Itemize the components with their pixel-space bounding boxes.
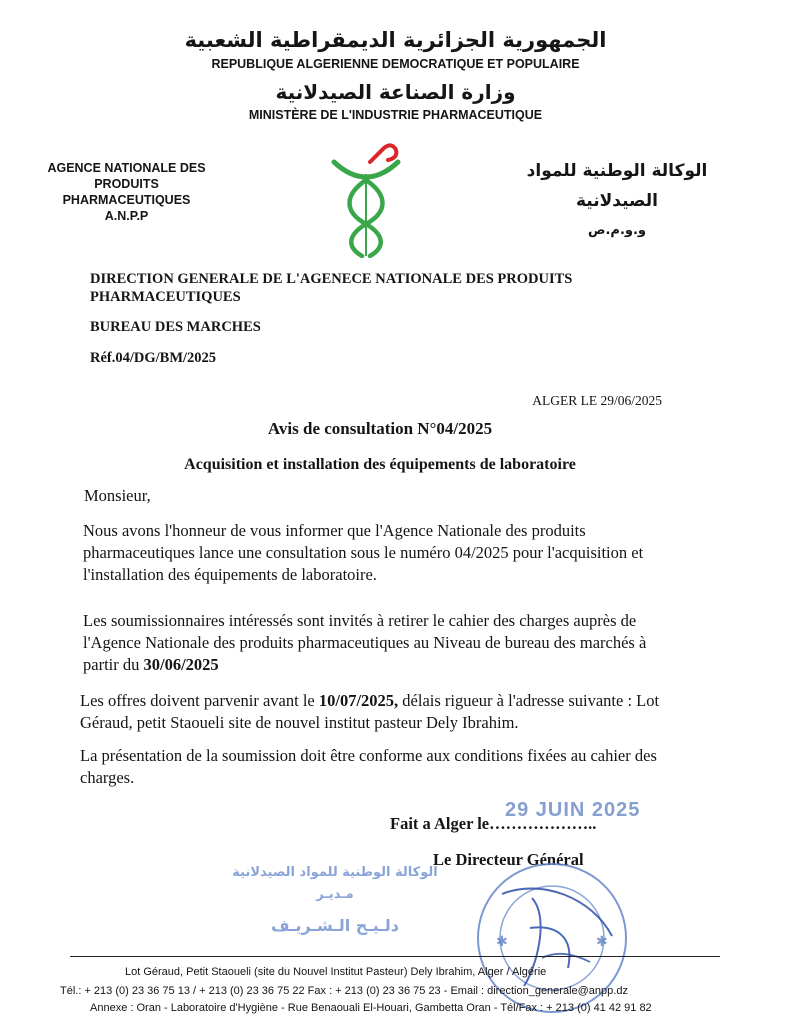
agency-name-arabic-line: الوكالة الوطنية للمواد الصيدلانية <box>526 161 708 211</box>
direction-line1: DIRECTION GENERALE DE L'AGENECE NATIONALE DES PRODUITS <box>90 271 573 287</box>
footer-address: Lot Géraud, Petit Staoueli (site du Nouvel Institut Pasteur) Dely Ibrahim, Alger / Algérie <box>125 966 547 978</box>
ministry-name-arabic: وزارة الصناعة الصيدلانية <box>275 80 516 104</box>
notice-subtitle: Acquisition et installation des équipements de laboratoire <box>184 456 576 473</box>
caduceus-icon <box>326 140 406 258</box>
withdrawal-date: 30/06/2025 <box>143 655 219 674</box>
deadline-text-start: Les offres doivent parvenir avant le <box>80 691 319 710</box>
paragraph-deadline <box>80 690 670 734</box>
letter-date: ALGER LE 29/06/2025 <box>532 393 662 408</box>
date-stamp: 29 JUIN 2025 <box>505 799 641 821</box>
footer-divider <box>70 956 720 957</box>
agency-name-arabic <box>500 156 734 246</box>
stamp-name: دلـيـح الـشـريـف <box>271 916 399 935</box>
svg-text:✱: ✱ <box>496 934 508 950</box>
direction-line2: PHARMACEUTIQUES <box>90 289 241 305</box>
director-stamp <box>220 862 450 946</box>
stamp-role: مـديـر <box>316 887 354 902</box>
bureau-heading: BUREAU DES MARCHES <box>90 319 261 335</box>
stamp-agency: الوكالة الوطنية للمواد الصيدلانية <box>232 865 438 880</box>
agency-acronym: A.N.P.P <box>104 209 149 223</box>
signatory-title: Le Directeur Général <box>433 850 584 869</box>
agency-name-line1: AGENCE NATIONALE DES PRODUITS <box>47 161 206 191</box>
footer-contacts: Tél.: + 213 (0) 23 36 75 13 / + 213 (0) 23 36 75 22 Fax : + 213 (0) 23 36 75 23 - Email : direction_generale@anpp.dz <box>60 985 628 997</box>
country-name-arabic: الجمهورية الجزائرية الديمقراطية الشعبية <box>184 28 607 52</box>
svg-text:✱: ✱ <box>596 934 608 950</box>
deadline-date: 10/07/2025, <box>318 691 399 710</box>
ministry-name-french: MINISTÈRE DE L'INDUSTRIE PHARMACEUTIQUE <box>248 108 543 122</box>
salutation: Monsieur, <box>84 486 151 505</box>
paragraph-conditions: La présentation de la soumission doit être conforme aux conditions fixées au cahier des charges. <box>80 746 657 787</box>
country-name-french: REPUBLIQUE ALGERIENNE DEMOCRATIQUE ET POPULAIRE <box>211 57 580 71</box>
paragraph-withdrawal-text: Les soumissionnaires intéressés sont invités à retirer le cahier des charges auprès de l'Agence Nationale des produits pharmaceutiques au Niveau de bureau des marchés à partir du <box>83 611 647 674</box>
signature-place: Fait a Alger le……………….. <box>390 814 597 833</box>
agency-name-french <box>14 160 239 224</box>
footer-annex: Annexe : Oran - Laboratoire d'Hygiène - Rue Benaouali El-Houari, Gambetta Oran - Tél/Fax : + 213 (0) 41 42 91 82 <box>90 1002 652 1014</box>
agency-acronym-arabic: و.و.م.ص <box>588 223 646 238</box>
direction-heading <box>90 270 650 306</box>
deadline-text-end: délais rigueur à l'adresse suivante : Lot Géraud, petit Staoueli site de nouvel institut pasteur Dely Ibrahim. <box>80 691 660 732</box>
reference-number: Réf.04/DG/BM/2025 <box>90 350 217 366</box>
paragraph-withdrawal <box>83 610 668 676</box>
agency-name-line2: PHARMACEUTIQUES <box>62 193 191 207</box>
paragraph-announcement: Nous avons l'honneur de vous informer que l'Agence Nationale des produits pharmaceutiques lance une consultation sous le numéro 04/2025 pour l'acquisition et l'installation des équipements de laboratoire. <box>83 521 644 584</box>
notice-title: Avis de consultation N°04/2025 <box>267 419 493 438</box>
